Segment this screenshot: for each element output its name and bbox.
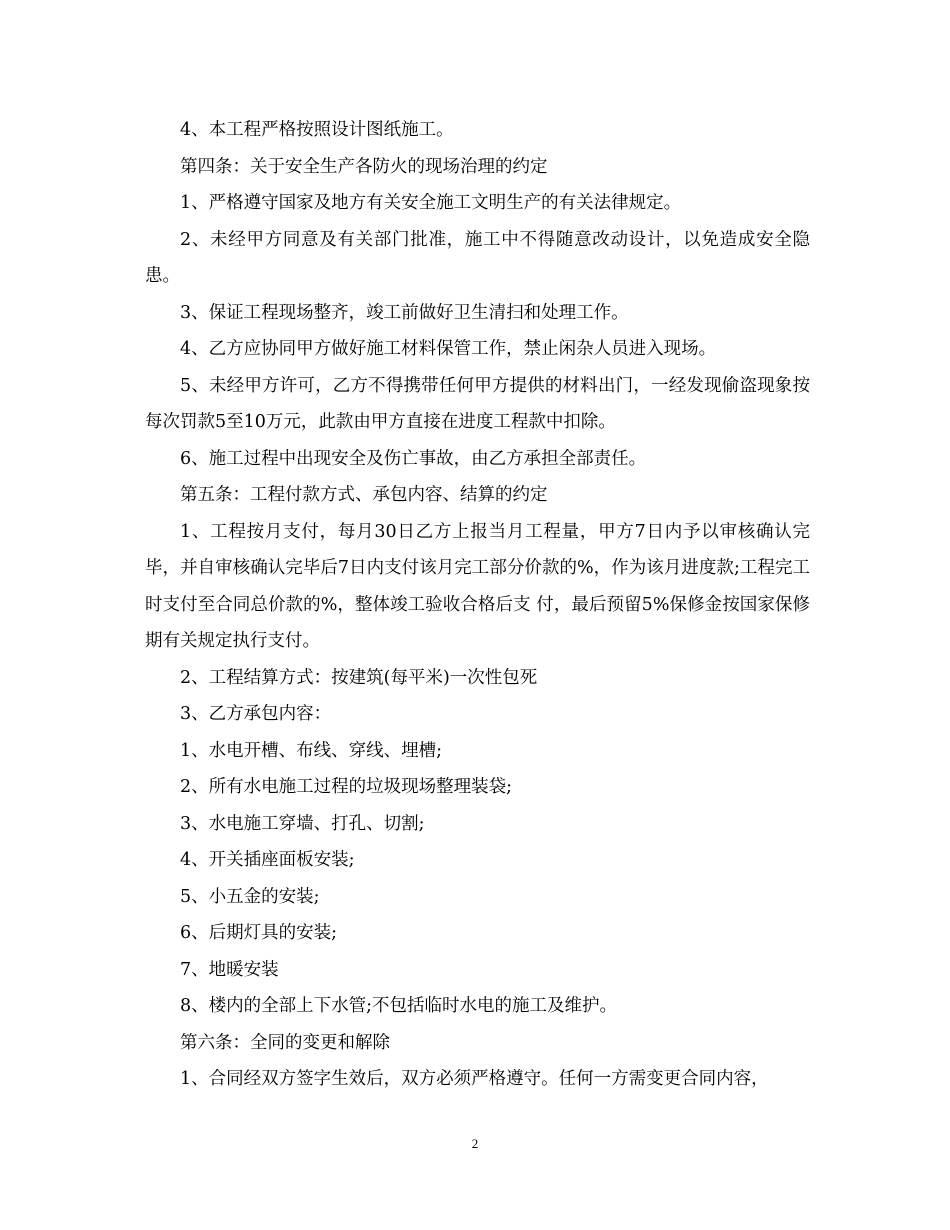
section-heading-article-5: 第五条：工程付款方式、承包内容、结算的约定	[180, 485, 548, 505]
paragraph-accident-liability: 6、施工过程中出现安全及伤亡事故，由乙方承担全部责任。	[180, 448, 647, 469]
list-item-scope-5: 5、小五金的安装;	[180, 886, 320, 907]
section-heading-article-4: 第四条：关于安全生产各防火的现场治理的约定	[180, 156, 548, 177]
document-body	[145, 112, 810, 1098]
list-item-scope-6: 6、后期灯具的安装;	[180, 923, 338, 943]
list-item-scope-7: 7、地暖安装	[180, 959, 279, 980]
page-number: 2	[471, 1136, 479, 1151]
list-item-scope-4: 4、开关插座面板安装;	[180, 850, 355, 870]
paragraph-settlement-method: 2、工程结算方式：按建筑(每平米)一次性包死	[180, 667, 538, 688]
paragraph-item-4-drawings: 4、本工程严格按照设计图纸施工。	[180, 120, 454, 140]
paragraph-contract-scope: 3、乙方承包内容：	[180, 704, 332, 724]
paragraph-material-custody: 4、乙方应协同甲方做好施工材料保管工作，禁止闲杂人员进入现场。	[180, 339, 717, 359]
paragraph-no-design-change: 2、未经甲方同意及有关部门批准，施工中不得随意改动设计，以免造成安全隐患。	[145, 229, 810, 286]
section-heading-article-6: 第六条：全同的变更和解除	[180, 1032, 390, 1053]
paragraph-contract-change: 1、合同经双方签字生效后，双方必须严格遵守。任何一方需变更合同内容，	[180, 1069, 769, 1089]
list-item-scope-1: 1、水电开槽、布线、穿线、埋槽;	[180, 740, 443, 761]
paragraph-monthly-payment: 1、工程按月支付，每月30日乙方上报当月工程量，甲方7日内予以审核确认完毕，并自审核确认完毕后7日内支付该月完工部分价款的%，作为该月进度款;工程完工时支付至合同总价款的%，整体竣工验收合格后支 付，最后预留5%保修金按国家保修期有关规定执行支付。	[145, 521, 810, 651]
paragraph-safety-laws: 1、严格遵守国家及地方有关安全施工文明生产的有关法律规定。	[180, 193, 682, 213]
paragraph-theft-penalty: 5、未经甲方许可，乙方不得携带任何甲方提供的材料出门，一经发现偷盗现象按每次罚款5至10万元，此款由甲方直接在进度工程款中扣除。	[145, 375, 810, 432]
paragraph-site-tidy: 3、保证工程现场整齐，竣工前做好卫生清扫和处理工作。	[180, 302, 629, 323]
list-item-scope-3: 3、水电施工穿墙、打孔、切割;	[180, 813, 425, 834]
list-item-scope-8: 8、楼内的全部上下水管;不包括临时水电的施工及维护。	[180, 996, 618, 1016]
list-item-scope-2: 2、所有水电施工过程的垃圾现场整理装袋;	[180, 777, 513, 797]
